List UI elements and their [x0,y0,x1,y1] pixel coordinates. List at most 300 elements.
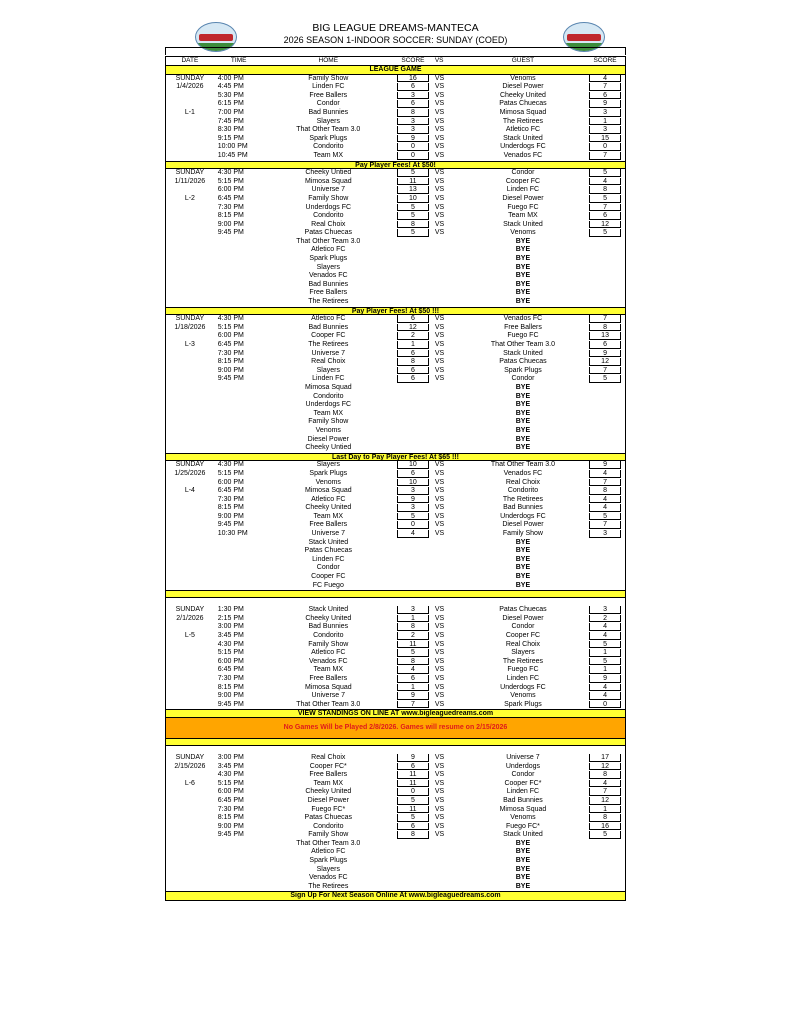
date-cell [166,649,214,658]
bye-label: BYE [515,882,531,890]
vs-label [433,857,461,866]
game-row [166,332,625,341]
vs-label [433,384,461,393]
guest-score: 1 [589,666,621,674]
home-score-cell [393,229,433,238]
guest-team: Stack United [503,349,543,357]
bye-row [166,410,625,419]
guest-team: Underdogs [505,762,541,770]
vs-label: VS [434,143,445,151]
date-cell [166,212,214,221]
guest-score-cell [585,675,625,684]
bye-team: Bad Bunnies [308,280,349,288]
bye-team: Linden FC [312,555,345,563]
home-score: 3 [397,606,429,614]
date-cell [166,375,214,384]
game-time: 4:30 PM [217,315,244,323]
bye-row [166,582,625,591]
bye-label: BYE [515,289,531,297]
game-row [166,83,625,92]
vs-label [433,539,461,548]
game-row [166,692,625,701]
vs-label [433,238,461,247]
home-team: Free Ballers [309,521,348,529]
game-row [166,324,625,333]
game-row [166,315,625,324]
home-score-cell [393,178,433,187]
guest-score-cell [585,556,625,565]
game-time: 7:30 PM [217,674,244,682]
home-score-cell [393,272,433,281]
game-time [214,883,264,892]
game-time: 4:30 PM [217,169,244,177]
home-score-cell [393,238,433,247]
game-time: 6:45 PM [217,487,244,495]
week-spacer [166,746,625,754]
vs-label: VS [434,640,445,648]
game-row [166,632,625,641]
game-time: 5:15 PM [217,469,244,477]
guest-team: Fuego FC [507,332,539,340]
home-score: 6 [397,375,429,383]
date-cell: 1/4/2026 [176,83,204,91]
game-time: 5:30 PM [217,91,244,99]
guest-score-cell [585,401,625,410]
bye-team: Atletico FC [311,848,346,856]
home-score-cell [393,701,433,710]
date-cell [166,504,214,513]
guest-team: Condorito [507,487,539,495]
bye-team: That Other Team 3.0 [296,839,361,847]
vs-label: VS [434,632,445,639]
home-score-cell [393,632,433,641]
game-row [166,229,625,238]
home-score: 5 [397,169,429,177]
date-cell [166,582,214,591]
guest-score: 12 [589,358,621,366]
bye-label: BYE [515,280,531,288]
guest-team: The Retirees [502,117,543,125]
home-score: 8 [397,221,429,229]
vs-label: VS [434,91,445,99]
col-date-header: DATE [181,57,199,64]
game-time [214,840,264,849]
vs-label: VS [434,117,445,125]
date-cell [166,118,214,127]
bye-team: Venoms [315,426,341,434]
home-score: 6 [397,763,429,771]
guest-score: 5 [589,513,621,521]
date-cell [166,246,214,255]
game-time [214,848,264,857]
vs-label: VS [434,771,445,779]
date-cell [166,479,214,488]
date-cell [166,418,214,427]
bye-row [166,866,625,875]
home-score-cell [393,332,433,341]
home-score-cell [393,126,433,135]
game-time: 4:30 PM [217,640,244,648]
date-cell [166,675,214,684]
guest-score-cell [585,840,625,849]
bye-row [166,298,625,307]
col-score2-header: SCORE [593,57,617,64]
date-cell: 2/1/2026 [176,614,204,622]
home-score-cell [393,513,433,522]
home-score-cell [393,367,433,376]
guest-score-cell [585,410,625,419]
date-cell [166,556,214,565]
bye-team: Slayers [316,865,340,873]
game-time [214,289,264,298]
guest-team: Spark Plugs [504,700,542,708]
bye-row [166,556,625,565]
home-score: 4 [397,666,429,674]
guest-score-cell [585,246,625,255]
guest-score-cell [585,461,625,470]
home-team: Cheeky United [305,504,352,512]
guest-score: 5 [589,195,621,203]
game-row [166,806,625,815]
guest-team: Condor [511,623,535,631]
bye-label: BYE [515,839,531,847]
date-cell [166,684,214,693]
vs-label: VS [434,657,445,665]
date-cell [166,143,214,152]
date-cell: SUNDAY [175,753,205,761]
guest-team: Underdogs FC [500,512,546,520]
game-row [166,675,625,684]
guest-score: 1 [589,649,621,657]
home-score: 0 [397,788,429,796]
col-vs-header: VS [434,57,444,64]
game-time: 5:15 PM [217,323,244,331]
game-row [166,615,625,624]
game-row [166,658,625,667]
home-score-cell [393,92,433,101]
home-team: Family Show [308,831,349,839]
home-score: 9 [397,754,429,762]
vs-label: VS [434,822,445,830]
game-time: 2:15 PM [217,614,244,622]
date-cell [166,866,214,875]
bye-label: BYE [515,263,531,271]
game-time: 8:15 PM [217,683,244,691]
bye-label: BYE [515,573,531,581]
game-row [166,623,625,632]
guest-team: Cooper FC [505,177,541,185]
guest-team: Team MX [508,212,538,220]
game-time: 6:45 PM [217,796,244,804]
game-time [214,564,264,573]
date-cell [166,401,214,410]
home-team: Bad Bunnies [308,323,349,331]
home-score: 7 [397,701,429,709]
guest-score: 3 [589,109,621,117]
bye-label: BYE [515,246,531,254]
game-time [214,556,264,565]
vs-label [433,272,461,281]
guest-score: 6 [589,92,621,100]
guest-team: Linden FC [506,788,540,796]
guest-score-cell [585,315,625,324]
vs-label: VS [434,469,445,477]
home-score-cell [393,83,433,92]
home-score: 8 [397,658,429,666]
guest-score: 0 [589,143,621,151]
guest-team: Bad Bunnies [503,504,543,512]
bye-label: BYE [515,444,531,452]
home-team: Bad Bunnies [308,108,349,116]
home-score-cell [393,539,433,548]
home-score: 6 [397,350,429,358]
guest-score-cell [585,866,625,875]
guest-team: Condor [511,375,535,383]
home-score-cell [393,806,433,815]
guest-score-cell [585,666,625,675]
guest-team: Patas Chuecas [499,606,547,614]
guest-score: 4 [589,632,621,640]
game-row [166,513,625,522]
date-cell: 1/25/2026 [174,469,206,477]
signup-footer-banner: Sign Up For Next Season Online At www.bigleaguedreams.com [166,891,625,900]
bye-team: Atletico FC [311,246,346,254]
date-cell [166,857,214,866]
game-time: 6:00 PM [217,788,244,796]
guest-score: 8 [589,487,621,495]
schedule-subtitle: 2026 SEASON 1-INDOOR SOCCER: SUNDAY (COED) [283,35,508,45]
game-time: 9:00 PM [217,512,244,520]
home-score-cell [393,684,433,693]
date-cell: 1/18/2026 [174,323,206,331]
date-cell: SUNDAY [175,315,205,323]
game-row [166,350,625,359]
guest-team: Slayers [511,649,535,657]
home-score: 11 [397,178,429,186]
home-score: 0 [397,152,429,160]
game-time [214,384,264,393]
game-row [166,109,625,118]
vs-label [433,281,461,290]
home-team: Real Choix [311,220,346,228]
home-score-cell [393,135,433,144]
vs-label: VS [434,779,445,787]
game-time: 3:00 PM [217,623,244,631]
bye-team: Patas Chuecas [304,547,353,555]
date-cell [166,126,214,135]
vs-label [433,289,461,298]
guest-score: 12 [589,763,621,771]
vs-label [433,866,461,875]
guest-score: 5 [589,831,621,839]
date-cell [166,513,214,522]
game-time: 4:45 PM [217,83,244,91]
vs-label: VS [434,788,445,796]
home-score: 13 [397,186,429,194]
home-score: 1 [397,615,429,623]
date-cell [166,797,214,806]
game-row [166,152,625,161]
game-time [214,582,264,591]
bye-team: Venados FC [309,874,348,882]
date-cell: SUNDAY [175,74,205,82]
guest-team: Cheeky United [499,91,546,99]
guest-team: Diesel Power [502,194,544,202]
guest-team: Real Choix [505,478,541,486]
guest-score-cell [585,195,625,204]
guest-team: Venoms [510,229,536,237]
date-cell [166,229,214,238]
fee-banner: Pay Player Fees! At $50 !!! [166,307,625,316]
guest-score: 5 [589,641,621,649]
date-cell: SUNDAY [175,606,205,614]
guest-team: Universe 7 [506,753,540,761]
guest-score: 6 [589,212,621,220]
guest-team: Fuego FC [507,666,539,674]
bye-label: BYE [515,418,531,426]
bye-row [166,857,625,866]
guest-team: Stack United [503,220,543,228]
guest-score: 8 [589,771,621,779]
home-team: Slayers [316,366,340,374]
vs-label: VS [434,151,445,159]
home-score: 3 [397,126,429,134]
home-score: 12 [397,324,429,332]
home-score-cell [393,763,433,772]
guest-score-cell [585,324,625,333]
game-row [166,143,625,152]
guest-score: 7 [589,788,621,796]
home-score: 9 [397,496,429,504]
vs-label: VS [434,194,445,202]
guest-score-cell [585,564,625,573]
home-score: 3 [397,92,429,100]
bye-label: BYE [515,538,531,546]
game-row [166,118,625,127]
guest-team: Underdogs FC [500,683,546,691]
home-score-cell [393,814,433,823]
guest-score-cell [585,606,625,615]
guest-score-cell [585,615,625,624]
guest-score-cell [585,641,625,650]
game-time: 4:30 PM [217,461,244,469]
vs-label [433,427,461,436]
guest-score-cell [585,831,625,840]
home-team: Venoms [315,478,341,486]
game-row [166,823,625,832]
vs-label: VS [434,108,445,116]
date-cell [166,806,214,815]
guest-team: The Retirees [502,495,543,503]
home-team: Condorito [313,212,344,220]
game-time: 7:30 PM [217,349,244,357]
guest-team: Venoms [510,74,536,82]
game-time: 1:30 PM [217,606,244,614]
home-score-cell [393,100,433,109]
home-team: Free Ballers [309,674,348,682]
home-score-cell [393,393,433,402]
bye-row [166,444,625,453]
home-score: 2 [397,632,429,640]
game-time [214,238,264,247]
date-cell [166,350,214,359]
vs-label: VS [434,606,445,614]
home-team: Cheeky United [305,788,352,796]
date-cell [166,186,214,195]
guest-score-cell [585,255,625,264]
home-score-cell [393,470,433,479]
date-cell [166,358,214,367]
bye-team: Underdogs FC [305,401,352,409]
guest-score: 3 [589,530,621,538]
game-time: 10:30 PM [217,530,248,538]
date-cell [166,874,214,883]
vs-label [433,401,461,410]
game-time: 3:45 PM [217,762,244,770]
home-score: 8 [397,109,429,117]
vs-label: VS [434,126,445,134]
game-time: 6:00 PM [217,332,244,340]
guest-score: 5 [589,375,621,383]
home-score: 3 [397,487,429,495]
game-row [166,606,625,615]
date-cell [166,564,214,573]
game-time: 4:30 PM [217,771,244,779]
vs-label [433,848,461,857]
guest-score: 8 [589,186,621,194]
home-score-cell [393,341,433,350]
game-row [166,221,625,230]
guest-score: 7 [589,204,621,212]
guest-score: 7 [589,521,621,529]
vs-label: VS [434,332,445,340]
game-time: 6:00 PM [217,657,244,665]
game-row [166,461,625,470]
home-team: Free Ballers [309,771,348,779]
game-time [214,444,264,453]
guest-score-cell [585,169,625,178]
game-row [166,135,625,144]
home-score-cell [393,496,433,505]
home-score-cell [393,143,433,152]
guest-score-cell [585,874,625,883]
home-team: Patas Chuecas [304,229,353,237]
guest-score-cell [585,649,625,658]
guest-score-cell [585,814,625,823]
game-time [214,255,264,264]
vs-label: VS [434,495,445,503]
home-score-cell [393,118,433,127]
home-score: 0 [397,143,429,151]
home-score-cell [393,152,433,161]
guest-score-cell [585,521,625,530]
home-team: Bad Bunnies [308,623,349,631]
game-row [166,521,625,530]
home-team: Universe 7 [311,349,346,357]
date-cell [166,840,214,849]
home-score: 9 [397,692,429,700]
game-time: 4:00 PM [217,74,244,82]
home-score-cell [393,649,433,658]
bye-row [166,401,625,410]
game-time: 9:45 PM [217,700,244,708]
date-cell [166,573,214,582]
date-cell [166,272,214,281]
guest-team: Patas Chuecas [499,100,547,108]
date-cell: L-1 [184,108,195,116]
home-score: 5 [397,229,429,237]
guest-score: 12 [589,797,621,805]
